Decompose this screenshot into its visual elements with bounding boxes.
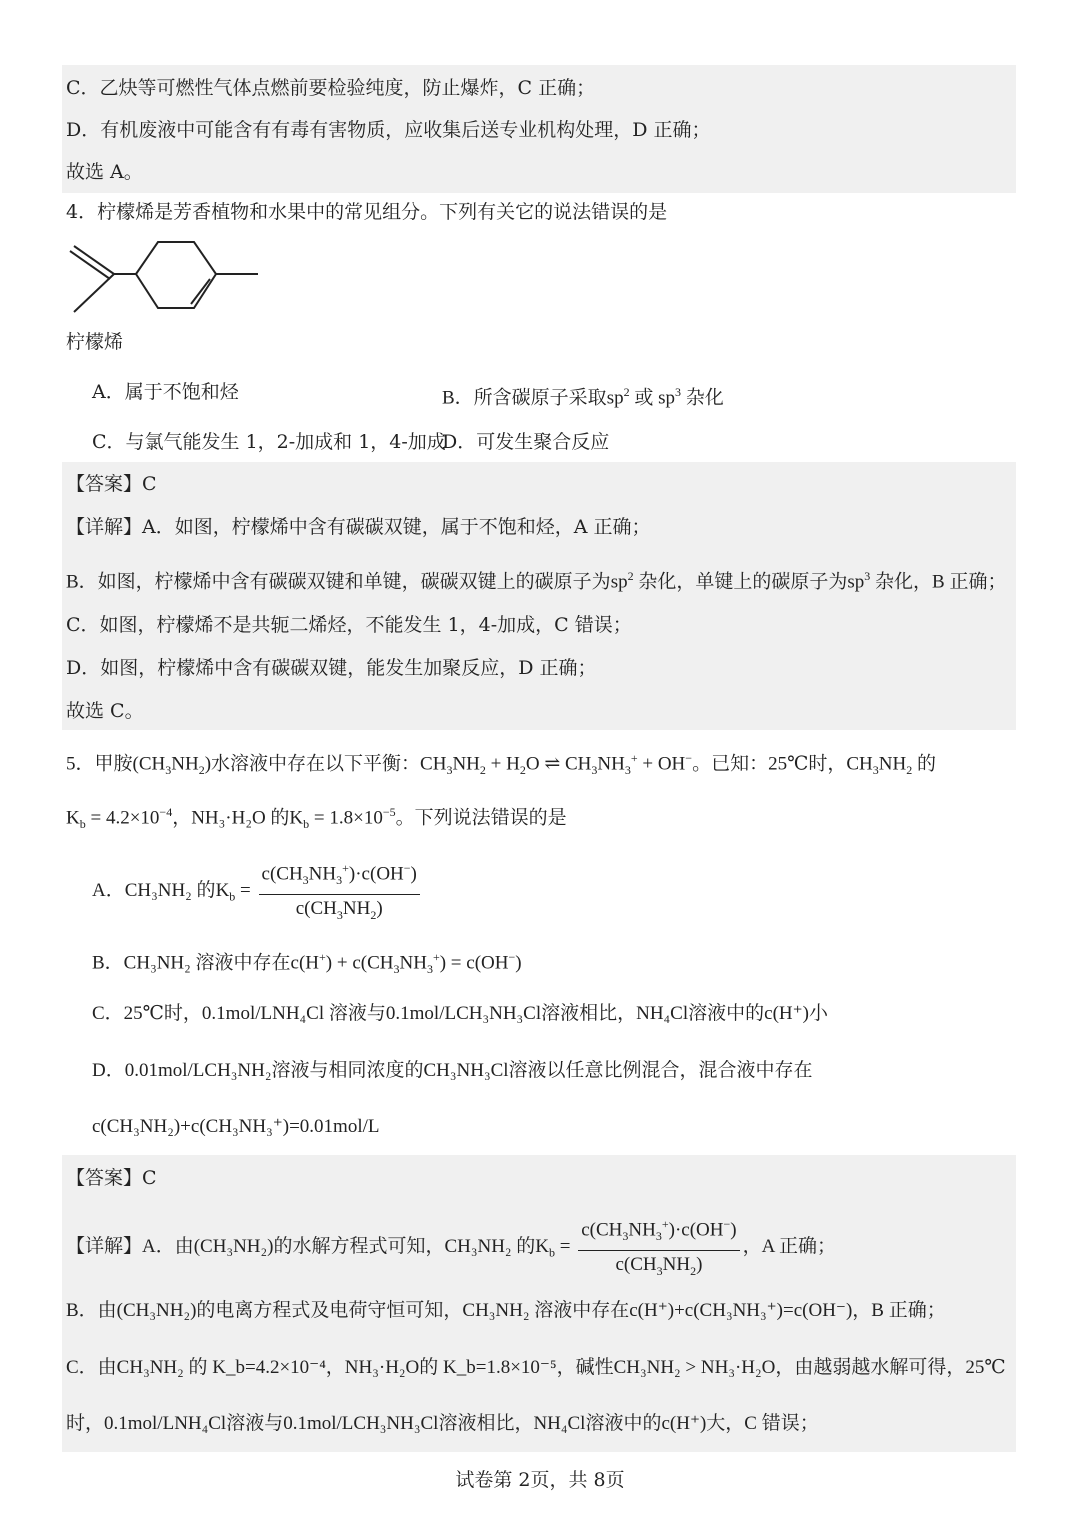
prev-option-d-explain: D．有机废液中可能含有有毒有害物质，应收集后送专业机构处理，D 正确； (66, 119, 711, 141)
q4-explain-b: B．如图，柠檬烯中含有碳碳双键和单键，碳碳双键上的碳原子为$sp^2$ 杂化，单键上的碳原子为$sp^3$ 杂化，B 正确； (66, 569, 1007, 593)
q5-explain-a: 【详解】A．由(CH₃NH₂)的水解方程式可知，CH₃NH₂ 的$K_b$ = $\frac{c(CH_3NH_3^+)\cdot c(OH^-)}{c(CH_3NH_2)}$ ，A 正确； (66, 1212, 836, 1283)
page-footer: 试卷第 2页，共 8页 (455, 1469, 625, 1491)
q5-stem-line1: 5．甲胺$(CH_3NH_2)$水溶液中存在以下平衡：$CH_3NH_2 + H_2O$ ⇌ $CH_3NH_3^+ + OH^-$。已知：25℃时，$CH_3NH_2$ 的 (66, 751, 936, 778)
q4-option-b: B．所含碳原子采取$sp^2$ 或 $sp^3$ 杂化 (442, 385, 724, 409)
q4-conclusion: 故选 C。 (66, 700, 144, 722)
q4-explanation-block (62, 462, 1016, 730)
q5-answer: 【答案】C (66, 1167, 157, 1189)
q5-explain-c-line1: C．由CH₃NH₂ 的 K_b=4.2×10⁻⁴，NH₃·H₂O的 K_b=1.8×10⁻⁵，碱性CH₃NH₂ > NH₃·H₂O，由越弱越水解可得，25℃ (66, 1357, 1006, 1378)
q4-answer: 【答案】C (66, 473, 157, 495)
q5-option-a: A．CH₃NH₂ 的$K_b$ = $\frac{c(CH_3NH_3^+)\cdot c(OH^-)}{c(CH_3NH_2)}$ (92, 856, 423, 927)
q4-stem: 4．柠檬烯是芳香植物和水果中的常见组分。下列有关它的说法错误的是 (66, 201, 668, 223)
q5-stem-line2: $K_b = 4.2\times 10^{-4}$，NH₃·H₂O 的$K_b = 1.8\times 10^{-5}$。下列说法错误的是 (66, 805, 567, 832)
q5-explain-b: B．由(CH₃NH₂)的电离方程式及电荷守恒可知，CH₃NH₂ 溶液中存在c(H⁺)+c(CH₃NH₃⁺)=c(OH⁻)，B 正确； (66, 1300, 946, 1321)
q4-option-a: A．属于不饱和烃 (92, 381, 239, 403)
q5-option-b: B．CH₃NH₂ 溶液中存在$c(H^+) + c(CH_3NH_3^+) = c(OH^-)$ (92, 950, 522, 977)
prev-option-c-explain: C．乙炔等可燃性气体点燃前要检验纯度，防止爆炸，C 正确； (66, 77, 596, 99)
q4-explain-d: D．如图，柠檬烯中含有碳碳双键，能发生加聚反应，D 正确； (66, 657, 597, 679)
q5-option-d-equation: c(CH₃NH₂)+c(CH₃NH₃⁺)=0.01mol/L (92, 1116, 380, 1137)
q4-option-d: D．可发生聚合反应 (442, 431, 610, 453)
prev-conclusion: 故选 A。 (66, 161, 143, 183)
q4-explain-c: C．如图，柠檬烯不是共轭二烯烃，不能发生 1，4-加成，C 错误； (66, 614, 632, 636)
q4-option-c: C．与氯气能发生 1，2-加成和 1，4-加成 (92, 431, 446, 453)
q4-figure-caption: 柠檬烯 (66, 331, 124, 353)
limonene-structure (66, 232, 266, 322)
q5-explain-c-line2: 时，0.1mol/LNH₄Cl溶液与0.1mol/LCH₃NH₃Cl溶液相比，NH₄Cl溶液中的c(H⁺)大，C 错误； (66, 1413, 819, 1434)
q5-option-c: C．25℃时，0.1mol/LNH₄Cl 溶液与0.1mol/LCH₃NH₃Cl溶液相比，NH₄Cl溶液中的c(H⁺)小 (92, 1003, 828, 1024)
q5-option-d: D．0.01mol/LCH₃NH₂溶液与相同浓度的CH₃NH₃Cl溶液以任意比例混合，混合液中存在 (92, 1060, 813, 1081)
q4-explain-a: 【详解】A．如图，柠檬烯中含有碳碳双键，属于不饱和烃，A 正确； (66, 516, 651, 538)
